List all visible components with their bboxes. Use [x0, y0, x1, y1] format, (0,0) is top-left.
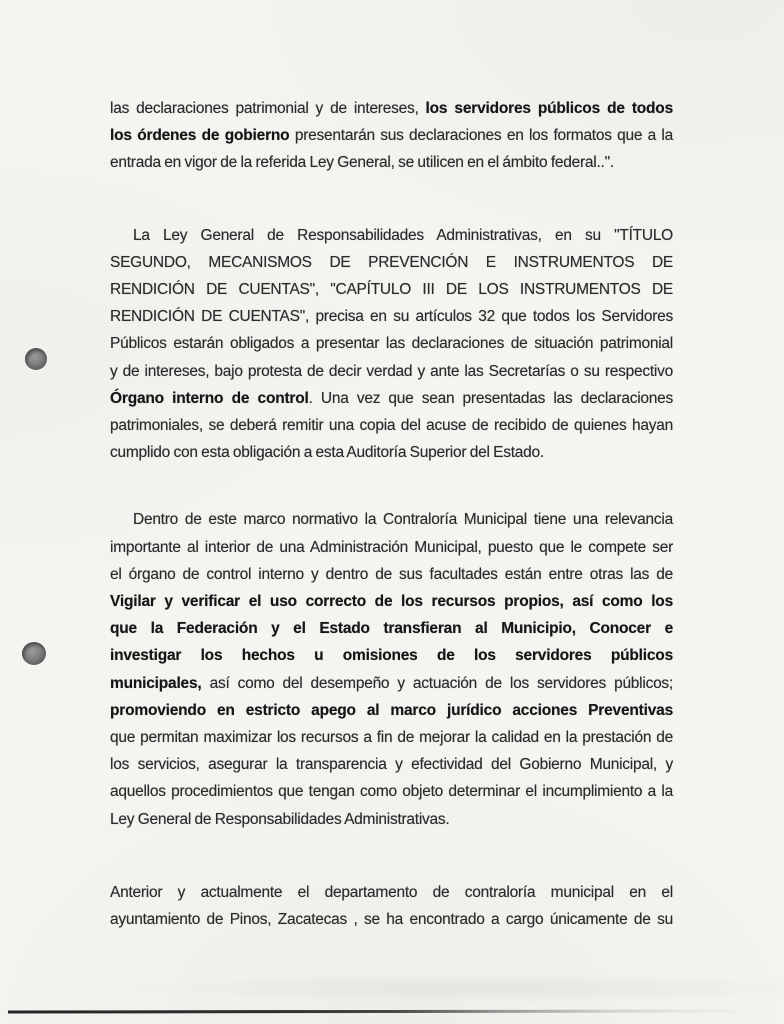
document-text [110, 95, 673, 933]
text-segment: Anterior y actualmente el departamento de contraloría municipal en el [110, 883, 673, 901]
text-line [110, 149, 673, 176]
text-line [110, 697, 673, 724]
text-segment: Dentro de este marco normativo la Contraloría Municipal tiene una relevancia [133, 511, 673, 529]
text-line [110, 439, 673, 466]
text-segment: entrada en vigor de la referida Ley General, se utilicen en el ámbito federal..". [110, 154, 614, 172]
bold-text-segment: los servidores públicos de todos [425, 100, 674, 117]
text-line [110, 588, 673, 615]
text-line [110, 303, 673, 330]
text-line [110, 806, 673, 833]
text-segment: aquellos procedimientos que tengan como objeto determinar el incumplimiento a la [110, 783, 673, 801]
text-segment: patrimoniales, se deberá remitir una copia del acuse de recibido de quienes hayan [110, 417, 673, 435]
text-segment: RENDICIÓN DE CUENTAS", "CAPÍTULO III DE LOS INSTRUMENTOS DE [110, 281, 673, 299]
text-line [110, 879, 673, 906]
paragraph [110, 222, 673, 467]
text-segment: los servicios, asegurar la transparencia y efectividad del Gobierno Municipal, y [110, 756, 673, 774]
text-segment: el órgano de control interno y dentro de sus facultades están entre otras las de [110, 565, 673, 583]
bold-text-segment: municipales, [110, 674, 210, 692]
text-line [110, 534, 673, 561]
text-line [110, 724, 673, 751]
text-segment: . Una vez que sean presentadas las declaraciones [308, 389, 674, 407]
text-line [110, 615, 673, 642]
text-line [110, 561, 673, 588]
bold-text-segment: promoviendo en estricto apego al marco jurídico acciones Preventivas [110, 701, 673, 719]
text-segment: Ley General de Responsabilidades Administrativas. [110, 810, 450, 828]
text-line [110, 778, 673, 805]
text-segment: presentarán sus declaraciones en los formatos que a la [294, 127, 673, 145]
bold-text-segment: los órdenes de gobierno [110, 127, 295, 145]
text-segment: cumplido con esta obligación a esta Auditoría Superior del Estado. [110, 444, 544, 462]
text-segment: que permitan maximizar los recursos a fin de mejorar la calidad en la prestación de [110, 729, 673, 747]
text-line [110, 276, 673, 303]
paragraph [110, 879, 673, 933]
bold-text-segment: que la Federación y el Estado transfieran al Municipio, Conocer e [110, 620, 673, 638]
text-segment: ayuntamiento de Pinos, Zacatecas , se ha encontrado a cargo únicamente de su [110, 911, 673, 929]
text-line [110, 358, 673, 385]
text-line [110, 222, 673, 249]
text-line [110, 412, 673, 439]
text-segment: Públicos estarán obligados a presentar las declaraciones de situación patrimonial [110, 335, 673, 353]
text-segment: y de intereses, bajo protesta de decir verdad y ante las Secretarías o su respectivo [110, 362, 673, 380]
text-line [110, 95, 673, 122]
bold-text-segment: Órgano interno de control [110, 389, 309, 407]
text-line [110, 906, 673, 933]
text-line [110, 506, 673, 533]
bold-text-segment: investigar los hechos u omisiones de los servidores públicos [110, 647, 673, 665]
bold-text-segment: Vigilar y verificar el uso correcto de los recursos propios, así como los [110, 593, 673, 611]
text-line [110, 385, 673, 412]
paragraph [110, 95, 673, 177]
text-segment: La Ley General de Responsabilidades Administrativas, en su "TÍTULO [133, 226, 673, 244]
text-segment: así como del desempeño y actuación de los servidores públicos; [209, 674, 673, 692]
text-segment: importante al interior de una Administración Municipal, puesto que le compete ser [110, 538, 673, 556]
text-line [110, 249, 673, 276]
text-segment: SEGUNDO, MECANISMOS DE PREVENCIÓN E INSTRUMENTOS DE [110, 253, 673, 271]
text-line [110, 642, 673, 669]
punch-hole-bottom [22, 642, 46, 665]
text-segment: las declaraciones patrimonial y de intereses, [110, 100, 426, 117]
text-segment: RENDICIÓN DE CUENTAS", precisa en su artículos 32 que todos los Servidores [110, 308, 673, 326]
text-line [110, 670, 673, 697]
text-line [110, 330, 673, 357]
punch-hole-top [25, 348, 47, 370]
text-line [110, 751, 673, 778]
page-bottom-scan-line [8, 1009, 760, 1013]
paragraph [110, 506, 673, 832]
text-line [110, 122, 673, 149]
